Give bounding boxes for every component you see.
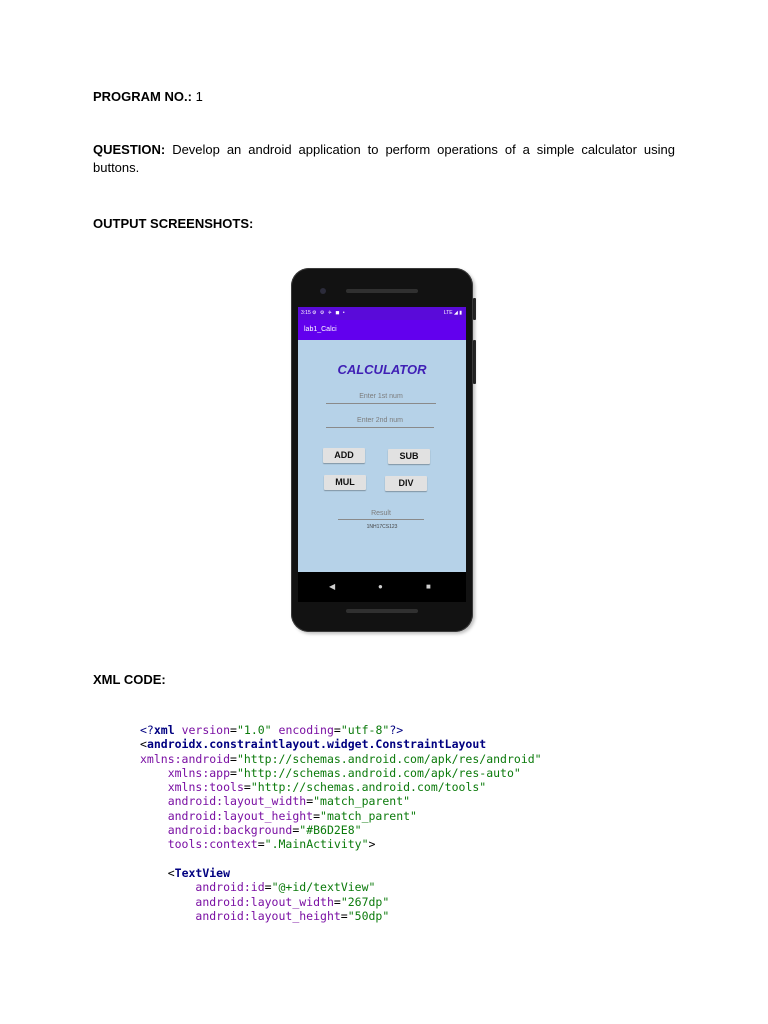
phone-power-button [473,298,476,320]
code-line: xmlns:android="http://schemas.android.com/apk/res/android" [140,751,542,766]
xml-code-block [140,723,542,923]
program-number: 1 [195,89,203,104]
recents-icon[interactable]: ■ [426,582,431,591]
add-button[interactable]: ADD [323,448,365,463]
phone-mockup [291,268,473,632]
home-icon[interactable]: ● [378,582,383,591]
question-paragraph [93,141,675,177]
usn-label: 1NH17CS123 [366,524,398,530]
code-line: <androidx.constraintlayout.widget.ConstraintLayout [140,737,487,752]
code-line: xmlns:tools="http://schemas.android.com/tools" [167,780,487,795]
div-button[interactable]: DIV [385,476,427,491]
code-line: android:layout_height="50dp" [195,908,390,923]
code-line: android:layout_height="match_parent" [167,808,417,823]
sub-button[interactable]: SUB [388,449,430,464]
navigation-bar [298,572,466,602]
second-number-input[interactable]: Enter 2nd num [326,415,434,428]
program-label: PROGRAM NO.: [93,89,192,104]
calculator-content [298,340,466,572]
question-text: Develop an android application to perform operations of a simple calculator using buttons. [93,142,675,175]
code-line: tools:context=".MainActivity"> [167,837,376,852]
question-label: QUESTION: [93,142,166,157]
code-line: xmlns:app="http://schemas.android.com/apk/res-auto" [167,765,521,780]
code-line: android:layout_width="match_parent" [167,794,411,809]
status-notification-icons: ⚙ ⚙ ✈ ◼ • [312,310,346,316]
app-bar [298,320,466,340]
code-line: <?xml version="1.0" encoding="utf-8"?> [140,723,404,737]
phone-screen [298,307,466,602]
xml-code-heading: XML CODE: [93,672,166,687]
calculator-title: CALCULATOR [337,362,427,377]
code-line: android:layout_width="267dp" [195,894,390,909]
code-line: android:id="@+id/textView" [195,880,376,895]
mul-button[interactable]: MUL [324,475,366,490]
phone-volume-button [473,340,476,384]
status-bar [298,307,466,320]
first-number-input[interactable]: Enter 1st num [326,391,436,404]
status-time: 3:15 [301,310,311,316]
back-icon[interactable]: ◀ [329,582,336,591]
code-line: android:background="#B6D2E8" [167,823,362,838]
output-screenshots-heading: OUTPUT SCREENSHOTS: [93,216,254,231]
top-speaker [346,289,418,293]
camera-icon [320,288,326,294]
code-line: <TextView [167,865,231,880]
bottom-speaker [346,609,418,613]
program-number-line [93,88,203,106]
result-field: Result [338,508,424,520]
app-title: lab1_Calci [304,326,337,333]
code-line [140,852,542,866]
signal-battery-icon: LTE ◢ ▮ [443,310,462,316]
